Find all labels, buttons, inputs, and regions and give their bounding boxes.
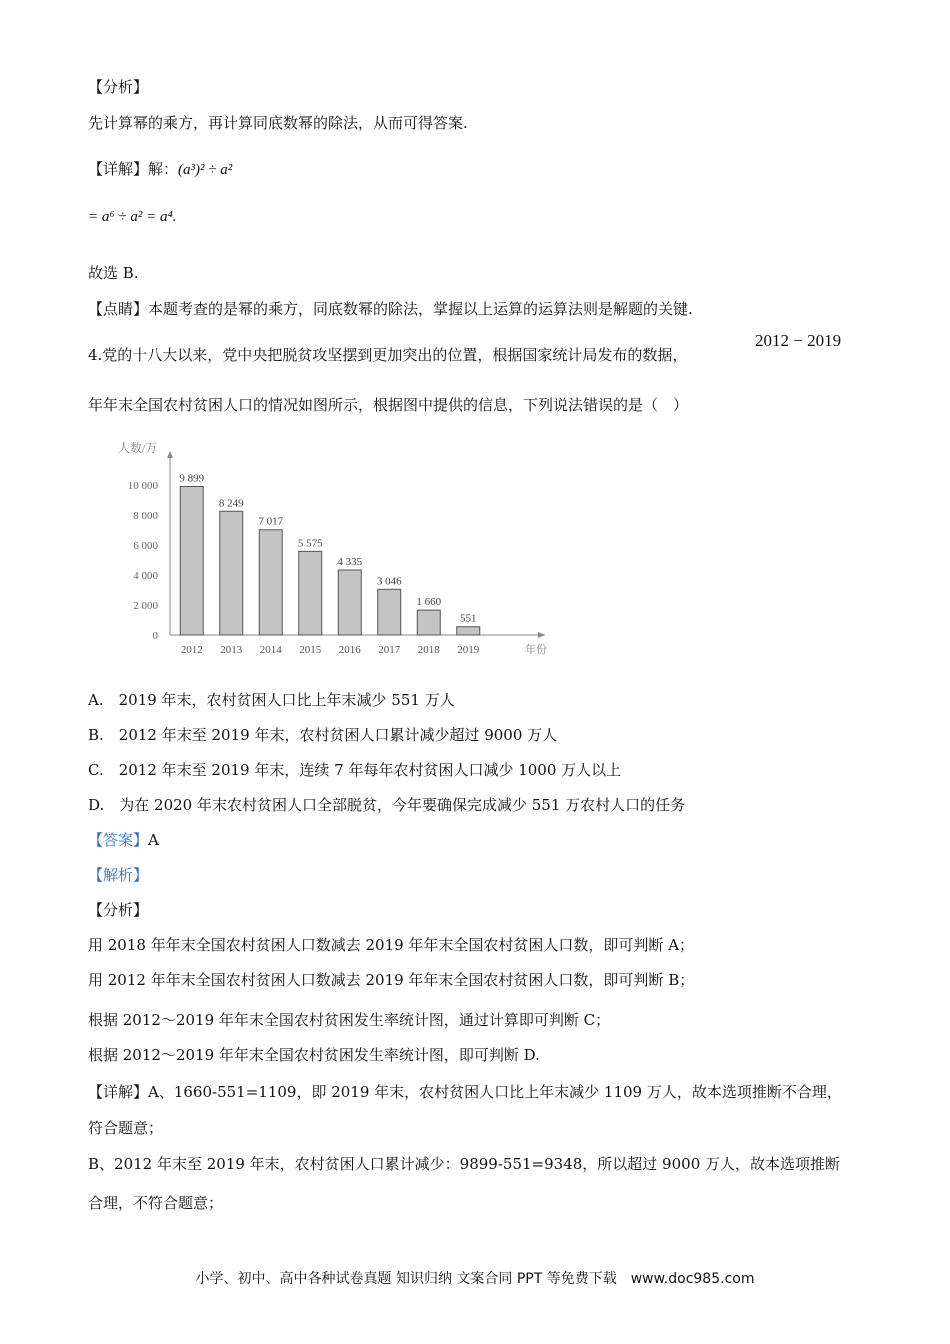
x-axis-title: 年份: [525, 644, 547, 656]
x-tick-label: 2013: [220, 644, 243, 656]
y-tick-label: 8 000: [133, 510, 158, 522]
bar: [259, 530, 282, 635]
option-b: B. 2012 年末至 2019 年末，农村贫困人口累计减少超过 9000 万人: [88, 726, 558, 744]
bar-value-label: 551: [460, 612, 477, 625]
bar: [180, 487, 203, 635]
x-axis-arrow: [538, 632, 545, 638]
x-tick-label: 2018: [417, 644, 440, 656]
y-tick-label: 6 000: [133, 540, 158, 552]
question-line-2: 年年末全国农村贫困人口的情况如图所示，根据图中提供的信息，下列说法错误的是（ ）: [88, 396, 689, 414]
x-tick-label: 2017: [378, 644, 401, 656]
comment-text: 【点睛】本题考查的是幂的乘方，同底数幂的除法，掌握以上运算的运算法则是解题的关键.: [88, 300, 693, 318]
bar-value-label: 7 017: [258, 515, 284, 528]
y-axis-title: 人数/万: [118, 441, 158, 455]
detail-label: 【详解】解：: [88, 160, 179, 178]
detail2-line-3: B、2012 年末至 2019 年末，农村贫困人口累计减少：9899-551=9348，所以超过 9000 万人，故本选项推断: [88, 1155, 841, 1173]
option-c: C. 2012 年末至 2019 年末，连续 7 年每年农村贫困人口减少 1000 万人以上: [88, 761, 622, 779]
option-a: A. 2019 年末，农村贫困人口比上年末减少 551 万人: [88, 691, 455, 709]
answer-value: A: [148, 831, 159, 849]
question-line-1: 4.党的十八大以来，党中央把脱贫攻坚摆到更加突出的位置，根据国家统计局发布的数据，: [88, 346, 688, 364]
bar-value-label: 4 335: [337, 555, 363, 568]
detail2-line-4: 合理，不符合题意；: [88, 1194, 224, 1212]
analysis2-line-3: 根据 2012～2019 年年末全国农村贫困发生率统计图，通过计算即可判断 C；: [88, 1011, 611, 1029]
analysis2-line-1: 用 2018 年年末全国农村贫困人口数减去 2019 年年末全国农村贫困人口数，即可判断 A；: [88, 936, 695, 954]
analysis2-label: 【分析】: [88, 901, 149, 919]
detail-step: = a⁶ ÷ a² = a⁴.: [88, 209, 177, 225]
analysis-label: 【分析】: [88, 78, 149, 96]
jiexi-label: 【解析】: [88, 866, 149, 884]
bar-value-label: 9 899: [179, 472, 205, 485]
page-footer: 小学、初中、高中各种试卷真题 知识归纳 文案合同 PPT 等免费下载 www.doc985.com: [195, 1271, 755, 1287]
bar: [417, 610, 440, 635]
choose-answer: 故选 B.: [88, 264, 139, 282]
bar-value-label: 3 046: [376, 575, 402, 588]
bar: [338, 570, 361, 635]
y-tick-label: 4 000: [133, 570, 158, 582]
bar: [299, 551, 322, 635]
detail-line: [88, 158, 232, 181]
bar-value-label: 1 660: [416, 596, 442, 609]
option-d: D. 为在 2020 年末农村贫困人口全部脱贫，今年要确保完成减少 551 万农村人口的任务: [88, 796, 686, 814]
x-tick-label: 2014: [259, 644, 282, 656]
detail-expression: (a³)² ÷ a²: [178, 162, 233, 178]
detail2-line-2: 符合题意；: [88, 1119, 164, 1137]
detail2-line-1: 【详解】A、1660-551=1109，即 2019 年末，农村贫困人口比上年末减少 1109 万人，故本选项推断不合理，: [88, 1083, 842, 1101]
y-tick-label: 2 000: [133, 600, 158, 612]
question-year-range: 2012 − 2019: [755, 331, 842, 350]
x-tick-label: 2015: [299, 644, 322, 656]
bar-value-label: 5 575: [297, 537, 323, 550]
x-tick-label: 2019: [457, 644, 480, 656]
bar: [457, 627, 480, 635]
x-tick-label: 2016: [338, 644, 361, 656]
y-tick-label: 10 000: [127, 480, 158, 492]
answer-line: [88, 829, 159, 851]
analysis2-line-2: 用 2012 年年末全国农村贫困人口数减去 2019 年年末全国农村贫困人口数，即可判断 B；: [88, 971, 695, 989]
answer-label: 【答案】: [88, 831, 149, 849]
bar: [220, 511, 243, 635]
bar: [378, 589, 401, 635]
analysis2-line-4: 根据 2012～2019 年年末全国农村贫困发生率统计图，即可判断 D.: [88, 1046, 540, 1064]
y-tick-label: 0: [152, 630, 158, 642]
y-axis-arrow: [167, 451, 173, 458]
poverty-bar-chart: [100, 435, 560, 665]
x-tick-label: 2012: [180, 644, 203, 656]
bar-value-label: 8 249: [218, 497, 244, 510]
analysis-text: 先计算幂的乘方，再计算同底数幂的除法，从而可得答案.: [88, 114, 468, 132]
